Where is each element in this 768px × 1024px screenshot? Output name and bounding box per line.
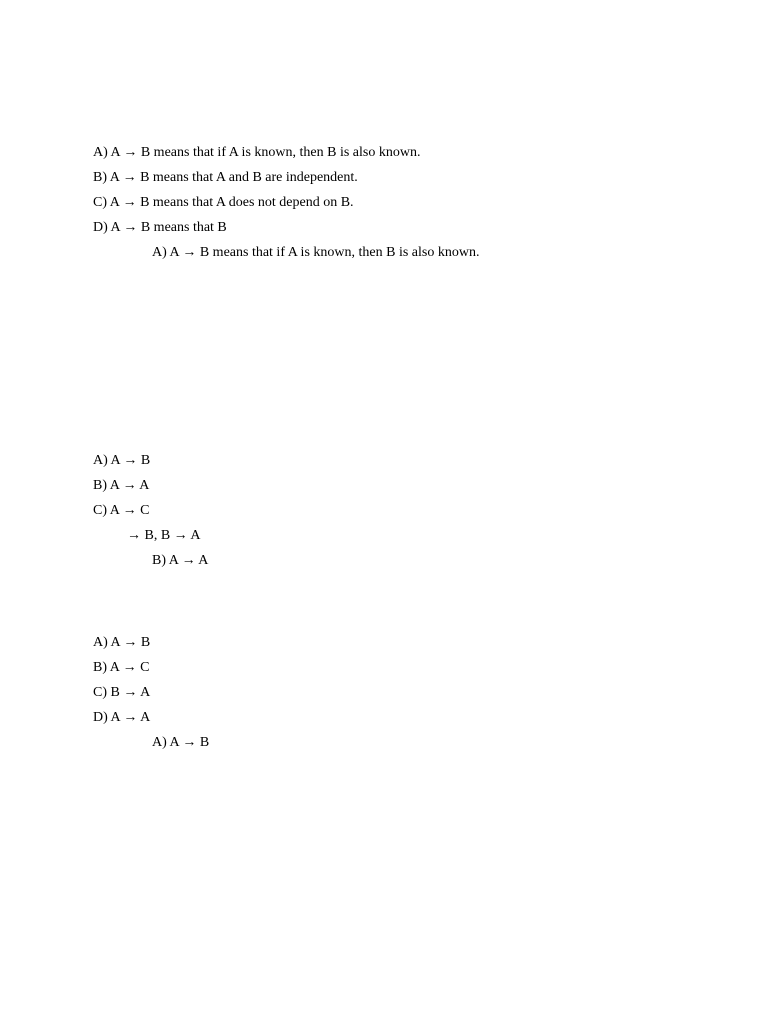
option-continuation: → B, B → A — [127, 528, 201, 543]
answer-line: B) A → A — [152, 553, 209, 568]
answer-line: A) A → B — [152, 735, 210, 750]
answer-line: A) A → B means that if A is known, then B is also known. — [152, 245, 480, 260]
question-2 — [93, 452, 208, 577]
option-c: C) A → B means that A does not depend on B. — [93, 195, 354, 210]
option-c: C) A → C — [93, 503, 150, 518]
option-b: B) A → A — [93, 478, 150, 493]
option-a: A) A → B — [93, 635, 151, 650]
question-3 — [93, 634, 209, 759]
question-1 — [93, 144, 479, 269]
option-b: B) A → C — [93, 660, 150, 675]
option-a: A) A → B — [93, 453, 151, 468]
option-d: D) A → A — [93, 710, 151, 725]
option-c: C) B → A — [93, 685, 151, 700]
option-b: B) A → B means that A and B are independent. — [93, 170, 358, 185]
option-a: A) A → B means that if A is known, then B is also known. — [93, 145, 421, 160]
option-d: D) A → B means that B — [93, 220, 227, 235]
